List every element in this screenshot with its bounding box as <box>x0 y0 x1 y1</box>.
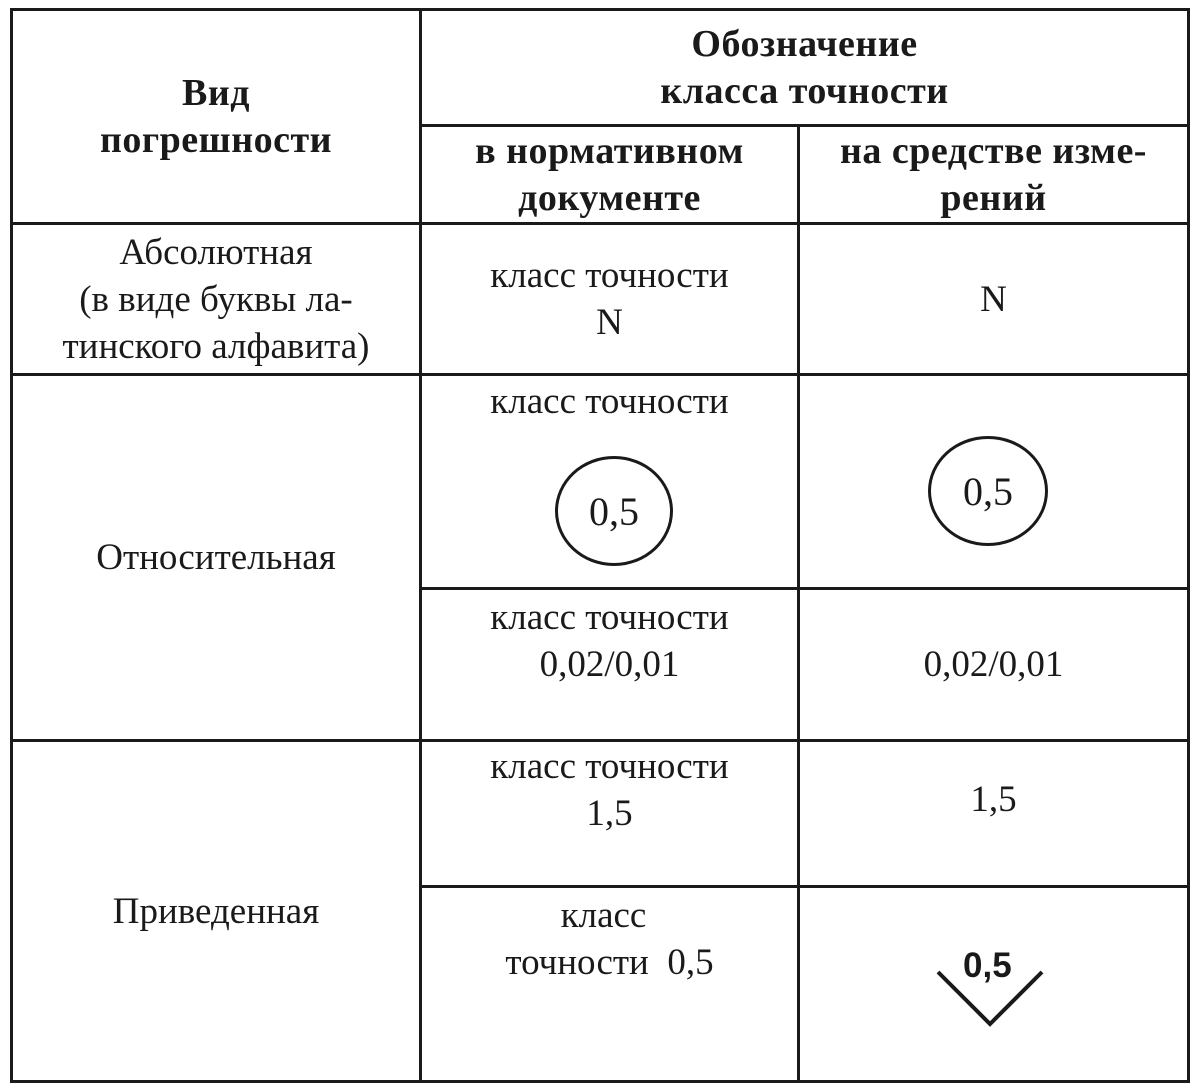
header-accuracy-class-designation <box>422 11 1187 124</box>
row-reduced-a-instrument <box>800 742 1187 885</box>
header-col2-line1: в нормативном <box>475 129 744 172</box>
row-relative-type <box>13 376 419 739</box>
absolute-instrument-mark: N <box>980 278 1007 320</box>
row-absolute-document <box>422 225 797 373</box>
relative-b-doc-line2: 0,02/0,01 <box>539 644 680 685</box>
header-group-line1: Обозначение <box>691 22 918 65</box>
table-border-right <box>1187 8 1190 1083</box>
circled-class-mark-instrument <box>928 436 1048 546</box>
row-reduced-b-document <box>422 888 797 1080</box>
row-absolute-instrument <box>800 225 1187 373</box>
row-reduced-type <box>13 742 419 1080</box>
header-error-type <box>13 11 419 222</box>
relative-b-instrument-value: 0,02/0,01 <box>923 644 1064 685</box>
row-reduced-a-document <box>422 742 797 885</box>
reduced-type-label: Приведенная <box>112 890 320 932</box>
absolute-type-line3: тинского алфавита) <box>62 325 370 367</box>
relative-a-doc-line1: класс точности <box>490 381 729 422</box>
absolute-type-line1: Абсолютная <box>119 231 313 273</box>
reduced-b-doc-line2: точности 0,5 <box>505 942 714 983</box>
row-relative-a-document <box>422 376 797 587</box>
table-border-bottom <box>10 1080 1190 1083</box>
row-relative-a-instrument <box>800 376 1187 587</box>
absolute-type-line2: (в виде буквы ла- <box>79 278 353 320</box>
reduced-a-doc-line2: 1,5 <box>586 793 633 834</box>
header-error-type-line1: Вид <box>182 71 250 114</box>
header-col3-line2: рений <box>940 176 1047 219</box>
relative-type-label: Относительная <box>96 537 336 578</box>
circled-class-mark-document <box>555 456 673 566</box>
reduced-a-doc-line1: класс точности <box>490 746 729 787</box>
v-mark-value: 0,5 <box>963 946 1012 985</box>
circled-value-document: 0,5 <box>589 488 639 534</box>
absolute-doc-line1: класс точности <box>490 255 729 296</box>
header-in-normative-document <box>422 127 797 222</box>
reduced-b-doc-line1: класс <box>560 895 647 936</box>
relative-b-doc-line1: класс точности <box>490 597 729 638</box>
row-relative-b-instrument <box>800 590 1187 739</box>
reduced-a-instrument-value: 1,5 <box>970 779 1017 820</box>
header-col3-line1: на средстве изме- <box>840 129 1147 172</box>
row-reduced-b-instrument <box>800 888 1187 1080</box>
header-group-line2: класса точности <box>660 69 949 112</box>
circled-value-instrument: 0,5 <box>963 468 1013 514</box>
absolute-doc-line2: N <box>596 302 623 343</box>
header-col2-line2: документе <box>518 176 701 219</box>
header-on-measuring-instrument <box>800 127 1187 222</box>
row-relative-b-document <box>422 590 797 739</box>
header-error-type-line2: погрешности <box>99 118 333 161</box>
row-absolute-type <box>13 225 419 373</box>
